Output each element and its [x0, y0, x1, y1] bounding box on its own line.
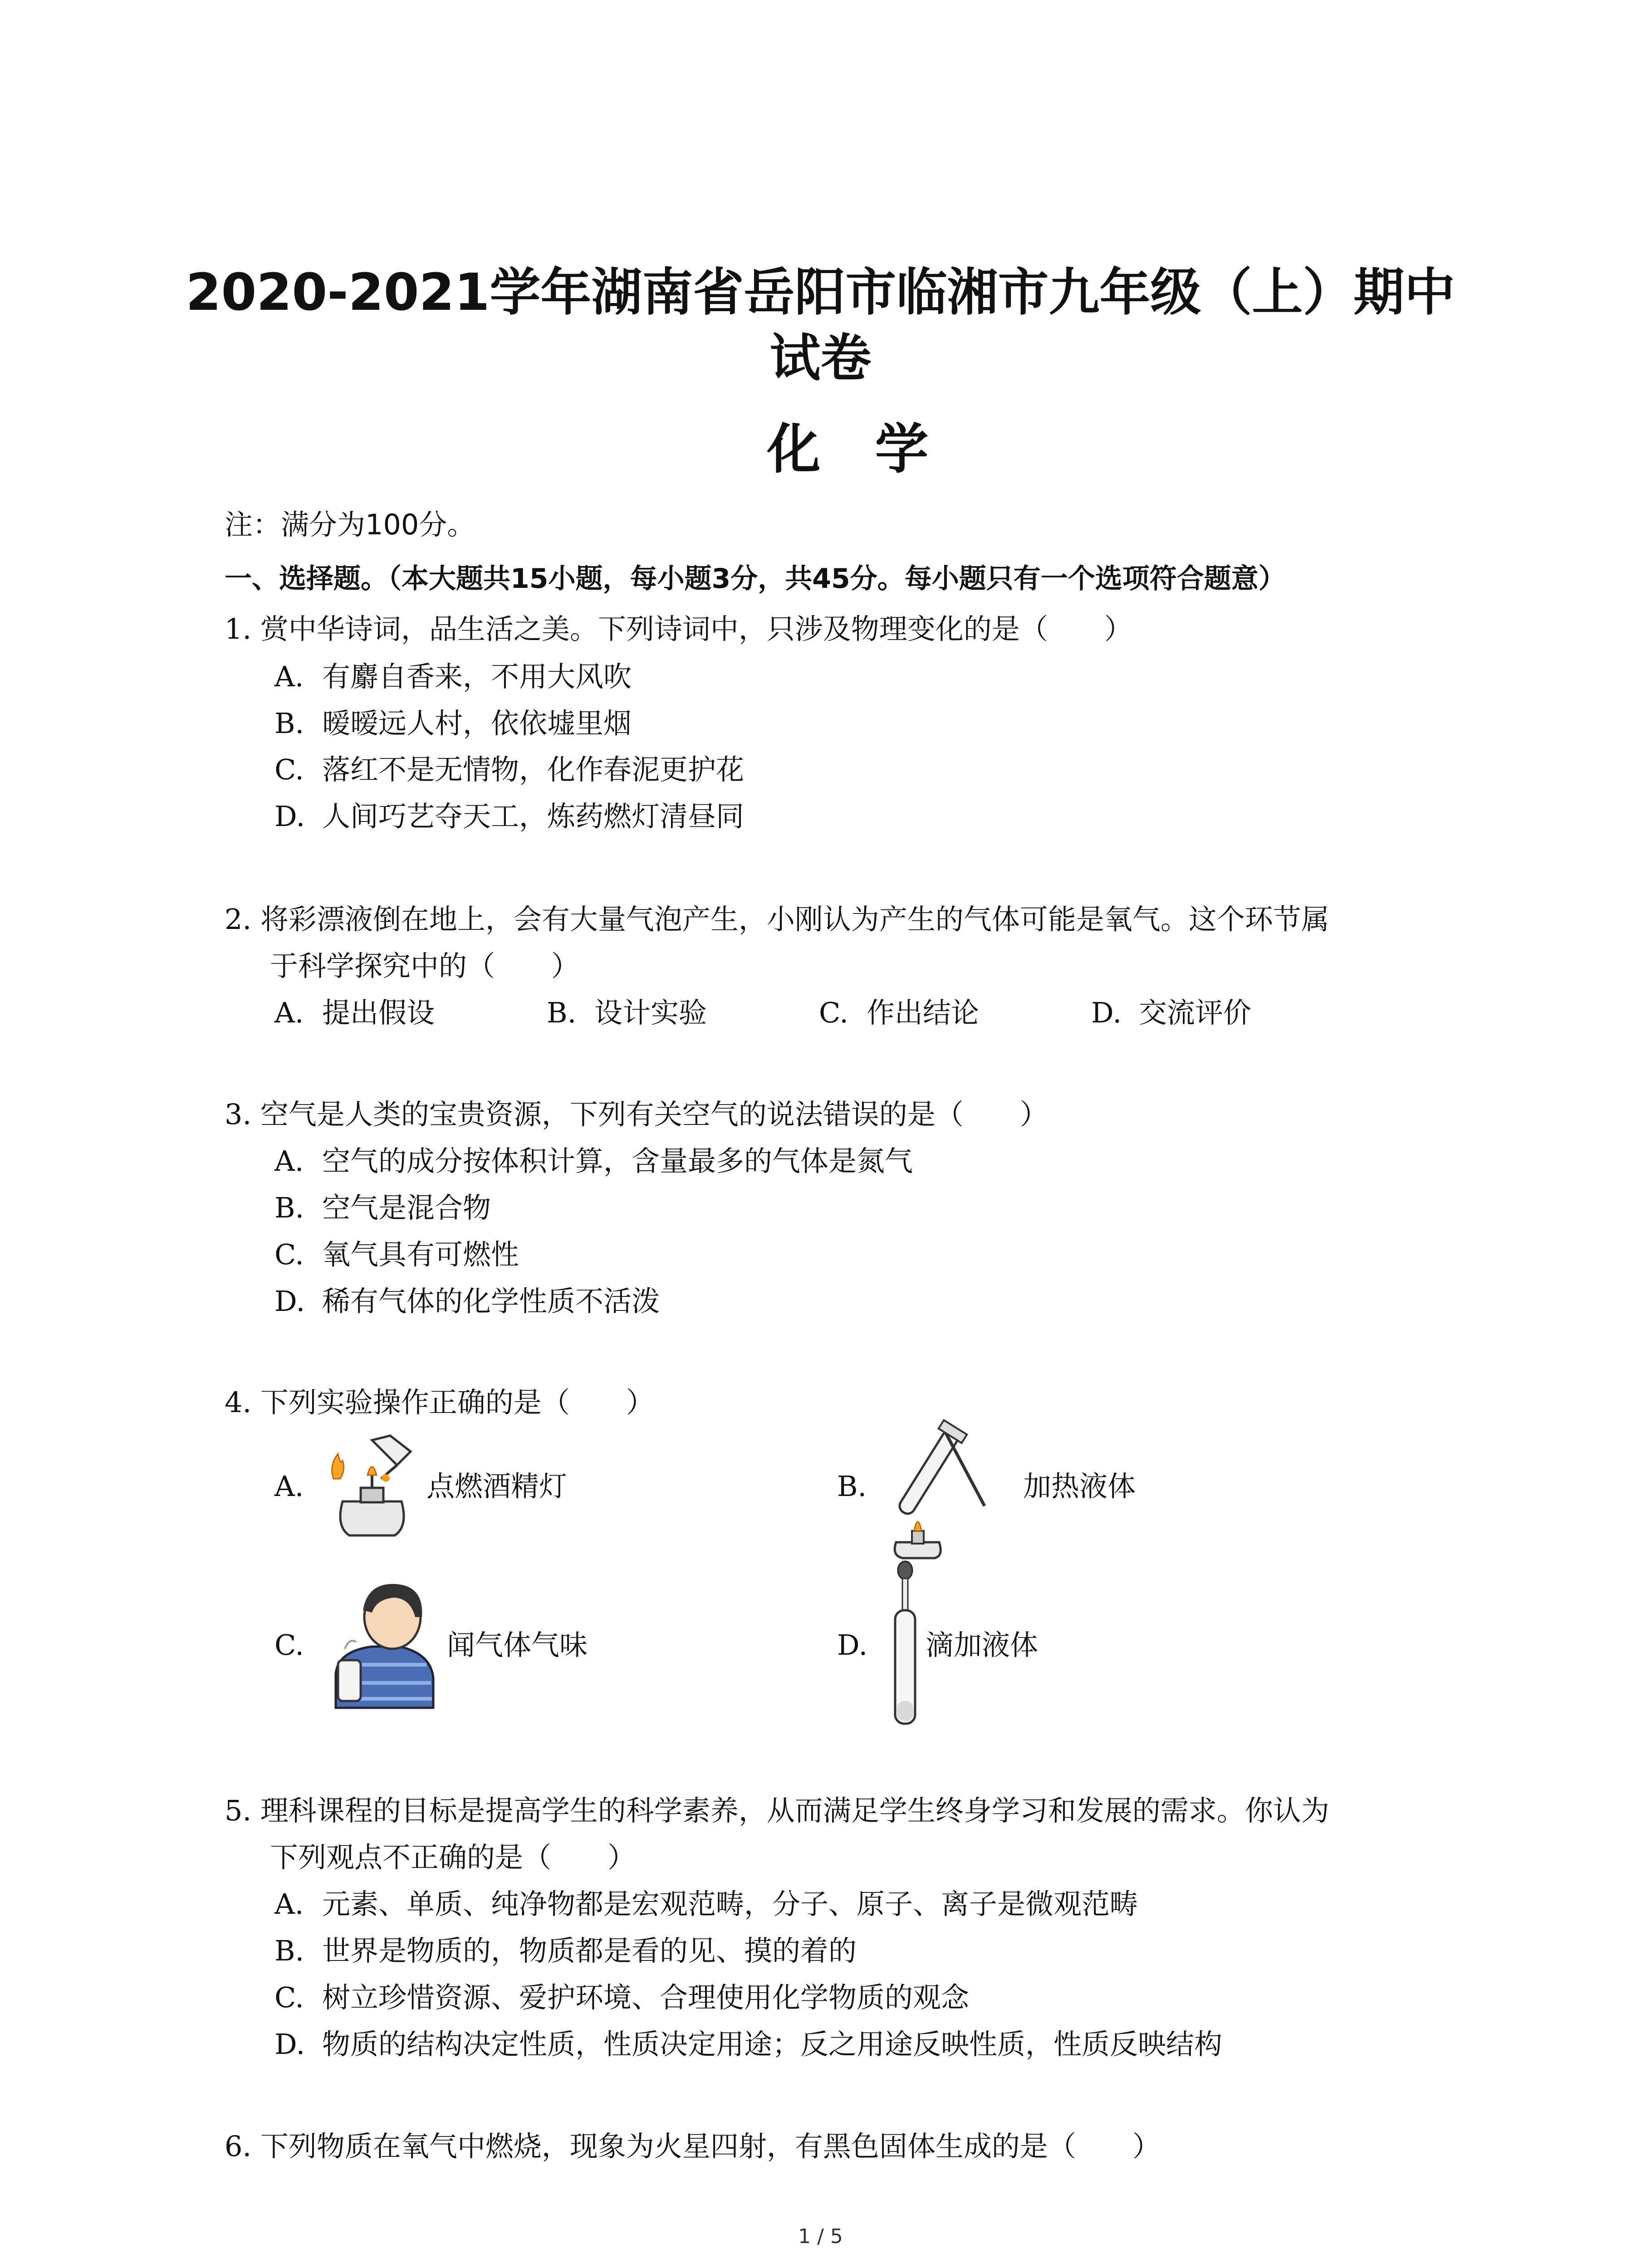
option-text: 氧气具有可燃性 [322, 1238, 519, 1271]
question-3-option-c [274, 1238, 519, 1271]
option-text: 有麝自香来，不用大风吹 [322, 660, 632, 693]
question-4-stem: 4. 下列实验操作正确的是（ ） [225, 1386, 654, 1419]
option-label: A. [274, 1887, 304, 1921]
option-text: 设计实验 [594, 996, 707, 1029]
question-4-option-c-text: 闻气体气味 [447, 1628, 588, 1662]
page-number: 1 / 5 [798, 2225, 843, 2248]
section-heading: 一、选择题。（本大题共15小题，每小题3分，共45分。每小题只有一个选项符合题意） [225, 563, 1286, 595]
question-5-option-a [274, 1887, 1138, 1921]
option-label: C. [819, 996, 848, 1029]
question-3-option-b [274, 1191, 491, 1225]
heating-test-tube-icon [878, 1415, 996, 1560]
exam-title-line1: 2020-2021学年湖南省岳阳市临湘市九年级（上）期中 [186, 263, 1455, 322]
option-label: A. [274, 996, 304, 1029]
question-2-stem-line2: 于科学探究中的（ ） [270, 949, 580, 982]
dropper-test-tube-icon [887, 1560, 923, 1733]
question-1-stem: 1. 赏中华诗词，品生活之美。下列诗词中，只涉及物理变化的是（ ） [225, 612, 1132, 645]
option-text: 稀有气体的化学性质不活泼 [322, 1285, 660, 1318]
option-text: 作出结论 [867, 996, 980, 1029]
option-text: 提出假设 [322, 996, 435, 1029]
option-text: 空气是混合物 [322, 1191, 491, 1224]
option-label: B. [274, 1934, 304, 1967]
question-1-option-a [274, 660, 632, 694]
question-5-option-b [274, 1934, 857, 1968]
question-5-option-c [274, 1981, 969, 2014]
question-3-stem: 3. 空气是人类的宝贵资源，下列有关空气的说法错误的是（ ） [225, 1098, 1048, 1131]
option-label: D. [274, 800, 305, 833]
option-label: B. [547, 996, 577, 1029]
question-2-option-b [547, 996, 707, 1030]
question-4-option-d-text: 滴加液体 [926, 1628, 1038, 1662]
question-4-option-a-text: 点燃酒精灯 [426, 1470, 568, 1503]
exam-title-line2: 试卷 [769, 329, 872, 388]
question-1-option-b [274, 707, 632, 740]
question-2-option-c [819, 996, 979, 1030]
question-3-option-d [274, 1285, 660, 1318]
question-4-option-b-label: B. [837, 1470, 867, 1503]
option-text: 落红不是无情物，化作春泥更护花 [322, 753, 745, 786]
option-label: C. [274, 753, 304, 786]
option-text: 空气的成分按体积计算，含量最多的气体是氮气 [322, 1144, 913, 1178]
question-4-option-b-text: 加热液体 [1023, 1470, 1136, 1503]
option-text: 世界是物质的，物质都是看的见、摸的着的 [322, 1934, 857, 1967]
question-1-option-d [274, 800, 744, 833]
option-label: B. [274, 707, 304, 740]
option-text: 物质的结构决定性质，性质决定用途；反之用途反映性质，性质反映结构 [322, 2028, 1223, 2061]
question-5-option-d [274, 2028, 1222, 2061]
question-2-stem-line1: 2. 将彩漂液倒在地上，会有大量气泡产生，小刚认为产生的气体可能是氧气。这个环节属 [225, 903, 1329, 936]
smelling-gas-icon [318, 1574, 445, 1710]
option-label: C. [274, 1981, 304, 2014]
question-4-option-c-label: C. [274, 1628, 304, 1662]
option-text: 暧暧远人村，依依墟里烟 [322, 707, 632, 740]
question-2-option-a [274, 996, 435, 1030]
option-label: A. [274, 1144, 304, 1178]
option-label: B. [274, 1191, 304, 1224]
question-5-stem-line1: 5. 理科课程的目标是提高学生的科学素养，从而满足学生终身学习和发展的需求。你认为 [225, 1794, 1329, 1827]
question-6-stem: 6. 下列物质在氧气中燃烧，现象为火星四射，有黑色固体生成的是（ ） [225, 2130, 1161, 2163]
question-1-option-c [274, 753, 744, 787]
question-3-option-a [274, 1144, 913, 1178]
question-2-option-d [1091, 996, 1251, 1030]
score-note: 注：满分为100分。 [225, 508, 475, 541]
option-label: D. [274, 1285, 305, 1318]
option-label: D. [1091, 996, 1122, 1029]
question-4-option-a-label: A. [274, 1470, 304, 1503]
alcohol-lamp-lighting-icon [318, 1433, 436, 1551]
question-4-option-d-label: D. [837, 1628, 868, 1662]
option-text: 交流评价 [1139, 996, 1252, 1029]
subject-title: 化学 [767, 418, 983, 480]
option-label: A. [274, 660, 304, 693]
option-text: 人间巧艺夺天工，炼药燃灯清昼同 [322, 800, 745, 833]
option-text: 元素、单质、纯净物都是宏观范畴，分子、原子、离子是微观范畴 [322, 1887, 1138, 1921]
option-label: C. [274, 1238, 304, 1271]
option-label: D. [274, 2028, 305, 2061]
question-5-stem-line2: 下列观点不正确的是（ ） [270, 1841, 636, 1874]
option-text: 树立珍惜资源、爱护环境、合理使用化学物质的观念 [322, 1981, 970, 2014]
